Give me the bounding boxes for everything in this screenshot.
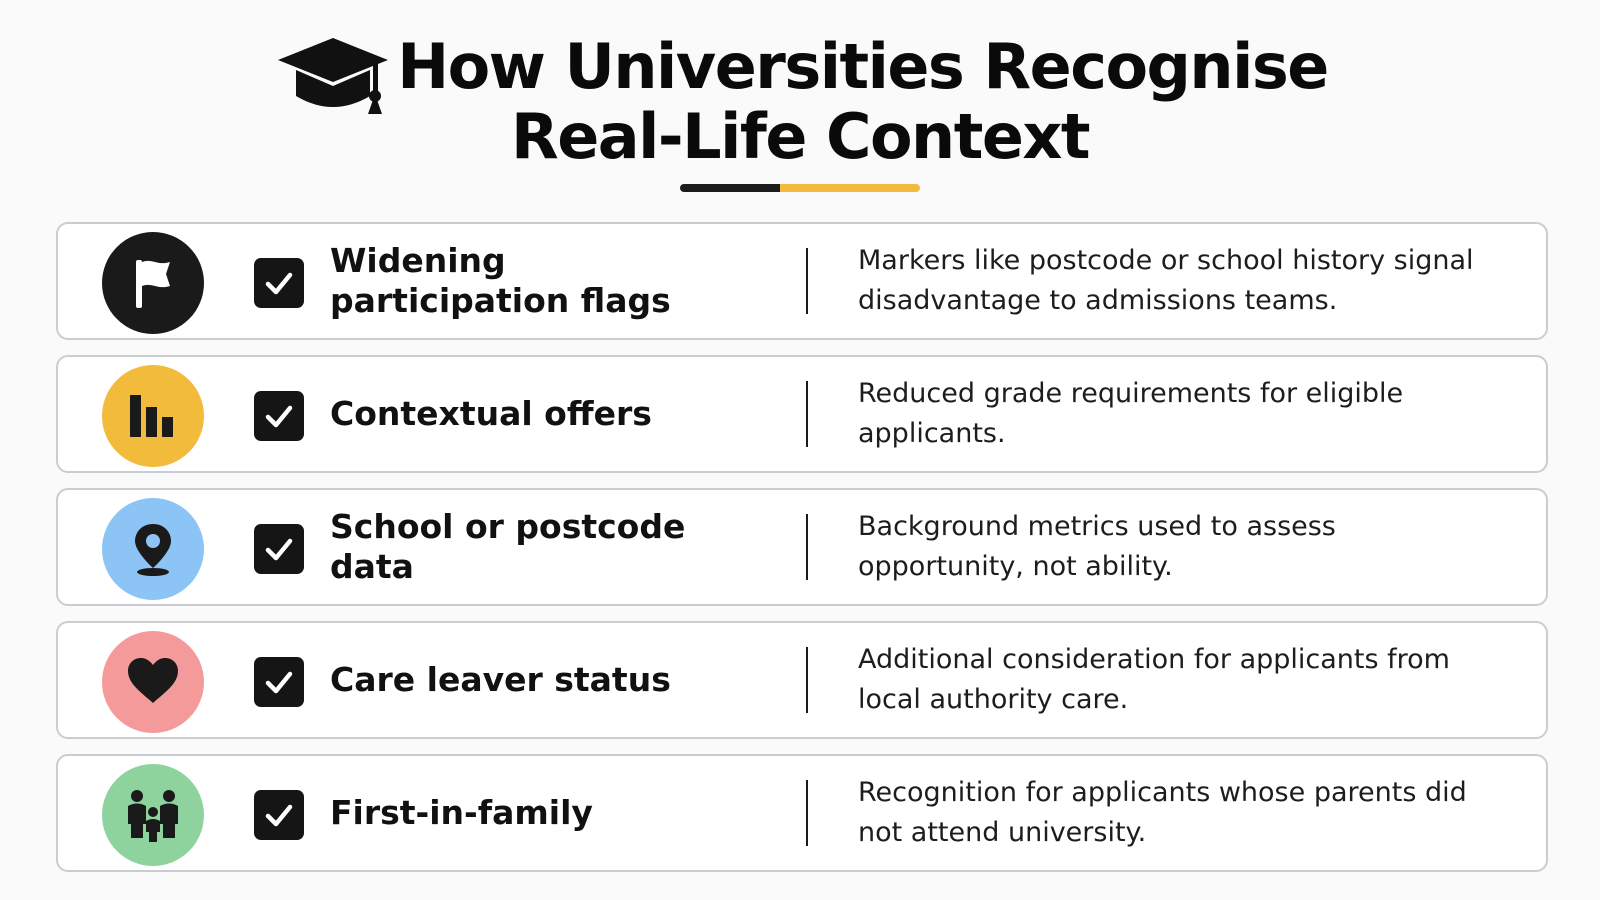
underline-gold-segment — [780, 184, 920, 192]
checkbox-checked — [254, 790, 304, 840]
underline-dark-segment — [680, 184, 780, 192]
header — [0, 26, 1600, 196]
location-circle — [102, 498, 204, 600]
item-description: Reduced grade requirements for eligible applicants. — [858, 378, 1404, 449]
check-icon — [263, 799, 295, 831]
heart-icon — [122, 651, 184, 713]
item-label: Widening participation flags — [330, 241, 671, 320]
bar-chart-icon — [122, 385, 184, 447]
divider — [806, 248, 808, 314]
divider — [806, 780, 808, 846]
list-item-care-leaver-status — [56, 621, 1548, 739]
context-list — [56, 222, 1548, 872]
check-icon — [263, 533, 295, 565]
flag-circle — [102, 232, 204, 334]
divider — [806, 381, 808, 447]
family-circle — [102, 764, 204, 866]
item-description: Markers like postcode or school history signal disadvantage to admissions teams. — [858, 245, 1474, 316]
check-icon — [263, 666, 295, 698]
item-label: Care leaver status — [330, 660, 671, 699]
flag-icon — [122, 252, 184, 314]
item-label: School or postcode data — [330, 507, 686, 586]
family-icon — [122, 784, 184, 846]
item-description: Recognition for applicants whose parents did not attend university. — [858, 777, 1467, 848]
title-line-1: How Universities Recognise — [397, 30, 1328, 103]
location-pin-icon — [122, 518, 184, 580]
check-icon — [263, 267, 295, 299]
page-title — [0, 32, 1600, 172]
item-description: Additional consideration for applicants from local authority care. — [858, 644, 1450, 715]
divider — [806, 647, 808, 713]
heart-circle — [102, 631, 204, 733]
item-label: Contextual offers — [330, 394, 652, 433]
list-item-widening-participation — [56, 222, 1548, 340]
checkbox-checked — [254, 524, 304, 574]
divider — [806, 514, 808, 580]
list-item-school-postcode-data — [56, 488, 1548, 606]
title-line-2: Real-Life Context — [510, 100, 1090, 173]
item-label: First-in-family — [330, 793, 593, 832]
item-description: Background metrics used to assess opportunity, not ability. — [858, 511, 1336, 582]
checkbox-checked — [254, 657, 304, 707]
check-icon — [263, 400, 295, 432]
checkbox-checked — [254, 391, 304, 441]
title-underline — [680, 184, 920, 192]
bar-chart-circle — [102, 365, 204, 467]
list-item-first-in-family — [56, 754, 1548, 872]
checkbox-checked — [254, 258, 304, 308]
list-item-contextual-offers — [56, 355, 1548, 473]
